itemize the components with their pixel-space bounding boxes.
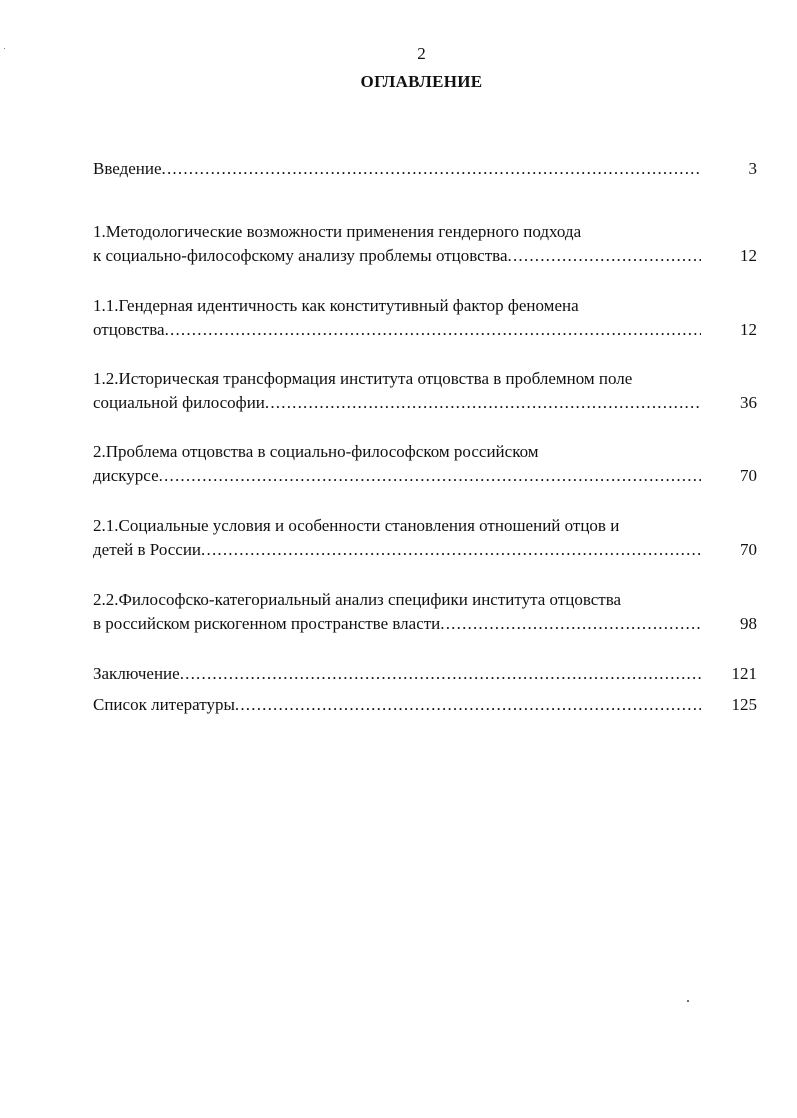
toc-entry-title-line: 2.2.Философско-категориальный анализ специфики института отцовства bbox=[93, 590, 622, 609]
toc-entry-title-line: 2.Проблема отцовства в социально-философском российском bbox=[93, 442, 539, 461]
scan-speck bbox=[687, 1000, 689, 1002]
toc-entry-chapter-1 bbox=[93, 220, 757, 268]
toc-entry-bibliography bbox=[93, 693, 757, 717]
dot-leader bbox=[508, 244, 701, 268]
toc-page-number: 98 bbox=[740, 614, 757, 633]
toc-page-number: 70 bbox=[740, 540, 757, 559]
page-number: 2 bbox=[417, 44, 426, 63]
toc-page-number: 70 bbox=[740, 466, 757, 485]
toc-entry-title-line: отцовства bbox=[93, 320, 165, 339]
toc-entry-title-line: 1.1.Гендерная идентичность как конститутивный фактор феномена bbox=[93, 296, 579, 315]
toc-entry-introduction bbox=[93, 157, 757, 181]
toc-entry-title: Список литературы bbox=[93, 695, 235, 714]
toc-entry-title: Заключение bbox=[93, 664, 180, 683]
page-title: ОГЛАВЛЕНИЕ bbox=[360, 72, 483, 91]
toc-entry-section-1-2 bbox=[93, 367, 757, 415]
toc-entry-section-1-1 bbox=[93, 294, 757, 342]
dot-leader bbox=[235, 693, 701, 717]
toc-entry-title-line: в российском рискогенном пространстве власти bbox=[93, 614, 441, 633]
dot-leader bbox=[159, 464, 701, 488]
dot-leader bbox=[265, 391, 701, 415]
dot-leader bbox=[440, 612, 701, 636]
toc-entry-title-line: 2.1.Социальные условия и особенности становления отношений отцов и bbox=[93, 516, 620, 535]
toc-page-number: 12 bbox=[740, 246, 757, 265]
scan-speck bbox=[4, 48, 5, 49]
toc-entry-title-line: детей в России bbox=[93, 540, 202, 559]
toc-page-number: 3 bbox=[748, 159, 757, 178]
toc-page-number: 125 bbox=[731, 695, 757, 714]
toc-entry-chapter-2 bbox=[93, 440, 757, 488]
toc-entry-title-line: дискурсе bbox=[93, 466, 159, 485]
toc-entry-title-line: 1.2.Историческая трансформация института отцовства в проблемном поле bbox=[93, 369, 633, 388]
toc-page-number: 12 bbox=[740, 320, 757, 339]
dot-leader bbox=[180, 662, 701, 686]
toc-page-number: 36 bbox=[740, 393, 757, 412]
toc-entry-section-2-1 bbox=[93, 514, 757, 562]
dot-leader bbox=[165, 318, 701, 342]
dot-leader bbox=[162, 157, 701, 181]
toc-entry-title-line: социальной философии bbox=[93, 393, 265, 412]
toc-entry-title-line: к социально-философскому анализу проблемы отцовства bbox=[93, 246, 508, 265]
toc-entry-section-2-2 bbox=[93, 588, 757, 636]
toc-entry-title-line: 1.Методологические возможности применения гендерного подхода bbox=[93, 222, 582, 241]
toc-entry-title: Введение bbox=[93, 159, 162, 178]
toc-page-number: 121 bbox=[731, 664, 757, 683]
toc-entry-conclusion bbox=[93, 662, 757, 686]
dot-leader bbox=[201, 538, 701, 562]
